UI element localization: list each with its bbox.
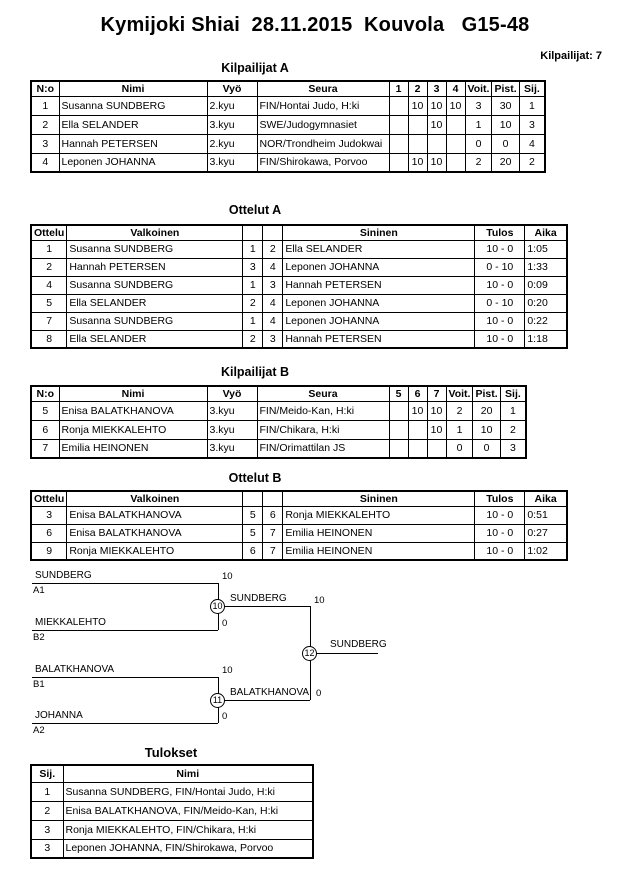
cell-slot xyxy=(389,96,408,115)
table-row xyxy=(31,153,545,172)
cell-match-no: 5 xyxy=(31,294,67,312)
table-row xyxy=(31,801,313,820)
cell-slot xyxy=(408,420,427,439)
cell-no: 3 xyxy=(31,134,59,153)
bracket-score: 10 xyxy=(314,595,325,606)
cell-match-no: 1 xyxy=(31,240,67,258)
header-row xyxy=(31,765,313,782)
cell-name: Susanna SUNDBERG xyxy=(59,96,207,115)
cell-blue-name: Leponen JOHANNA xyxy=(283,312,475,330)
cell-place: 2 xyxy=(500,420,526,439)
cell-white-name: Hannah PETERSEN xyxy=(67,258,243,276)
cell-place: 3 xyxy=(31,839,63,858)
cell-points: 20 xyxy=(473,401,500,420)
cell-points: 20 xyxy=(492,153,519,172)
results-heading: Tulokset xyxy=(144,745,198,760)
table-row xyxy=(31,839,313,858)
cell-place: 3 xyxy=(31,820,63,839)
cell-match-no: 3 xyxy=(31,506,67,524)
cell-name: Leponen JOHANNA, FIN/Shirokawa, Porvoo xyxy=(63,839,313,858)
col-header-points: Pist. xyxy=(473,386,500,401)
bracket-score: 10 xyxy=(222,571,233,582)
bracket-line xyxy=(32,630,218,631)
col-header-slot: 6 xyxy=(408,386,427,401)
cell-white-name: Ella SELANDER xyxy=(67,294,243,312)
cell-points: 0 xyxy=(492,134,519,153)
cell-white-no: 6 xyxy=(243,542,263,560)
cell-time: 0:20 xyxy=(525,294,567,312)
header-row xyxy=(31,81,545,96)
cell-result: 0 - 10 xyxy=(475,258,525,276)
bracket-seed: B2 xyxy=(33,632,45,643)
cell-blue-name: Ella SELANDER xyxy=(283,240,475,258)
col-header-slot: 2 xyxy=(408,81,427,96)
final-bracket xyxy=(0,569,630,741)
cell-no: 1 xyxy=(31,96,59,115)
cell-club: FIN/Orimattilan JS xyxy=(257,439,389,458)
bracket-seed: A1 xyxy=(33,585,45,596)
cell-place: 3 xyxy=(500,439,526,458)
cell-slot xyxy=(389,401,408,420)
col-header-place: Sij. xyxy=(31,765,63,782)
col-header-empty xyxy=(243,225,263,240)
col-header-club: Seura xyxy=(257,386,389,401)
cell-place: 1 xyxy=(500,401,526,420)
cell-time: 0:51 xyxy=(525,506,567,524)
cell-white-no: 2 xyxy=(243,294,263,312)
cell-slot: 10 xyxy=(427,96,446,115)
bracket-match-number: 12 xyxy=(302,646,317,661)
cell-white-name: Enisa BALATKHANOVA xyxy=(67,524,243,542)
col-header-blue: Sininen xyxy=(283,491,475,506)
col-header-white: Valkoinen xyxy=(67,225,243,240)
cell-blue-name: Hannah PETERSEN xyxy=(283,276,475,294)
cell-place: 1 xyxy=(31,782,63,801)
table-row xyxy=(31,258,567,276)
cell-match-no: 2 xyxy=(31,258,67,276)
col-header-empty xyxy=(243,491,263,506)
cell-name: Hannah PETERSEN xyxy=(59,134,207,153)
col-header-slot: 3 xyxy=(427,81,446,96)
cell-result: 10 - 0 xyxy=(475,312,525,330)
cell-time: 0:27 xyxy=(525,524,567,542)
cell-white-name: Ronja MIEKKALEHTO xyxy=(67,542,243,560)
cell-no: 5 xyxy=(31,401,59,420)
cell-place: 3 xyxy=(519,115,545,134)
cell-time: 1:33 xyxy=(525,258,567,276)
table-row xyxy=(31,312,567,330)
cell-slot xyxy=(446,115,465,134)
cell-slot xyxy=(389,134,408,153)
table-row xyxy=(31,542,567,560)
cell-belt: 2.kyu xyxy=(207,96,257,115)
cell-result: 10 - 0 xyxy=(475,240,525,258)
col-header-belt: Vyö xyxy=(207,81,257,96)
table-row xyxy=(31,294,567,312)
cell-slot xyxy=(408,115,427,134)
cell-wins: 1 xyxy=(446,420,473,439)
cell-time: 0:22 xyxy=(525,312,567,330)
cell-blue-no: 4 xyxy=(263,258,283,276)
cell-blue-no: 3 xyxy=(263,330,283,348)
cell-white-no: 3 xyxy=(243,258,263,276)
col-header-time: Aika xyxy=(525,491,567,506)
table-row xyxy=(31,524,567,542)
page-title: Kymijoki Shiai 28.11.2015 Kouvola G15-48 xyxy=(100,14,530,36)
cell-slot: 10 xyxy=(408,401,427,420)
pool-b-table xyxy=(30,385,527,459)
cell-name: Enisa BALATKHANOVA, FIN/Meido-Kan, H:ki xyxy=(63,801,313,820)
bracket-line xyxy=(218,700,310,701)
cell-club: FIN/Hontai Judo, H:ki xyxy=(257,96,389,115)
bracket-score: 10 xyxy=(222,665,233,676)
header-row xyxy=(31,491,567,506)
cell-place: 1 xyxy=(519,96,545,115)
col-header-result: Tulos xyxy=(475,491,525,506)
cell-points: 10 xyxy=(473,420,500,439)
col-header-name: Nimi xyxy=(59,81,207,96)
col-header-points: Pist. xyxy=(492,81,519,96)
cell-white-no: 2 xyxy=(243,330,263,348)
cell-blue-name: Leponen JOHANNA xyxy=(283,258,475,276)
cell-time: 1:05 xyxy=(525,240,567,258)
cell-no: 6 xyxy=(31,420,59,439)
table-row xyxy=(31,420,526,439)
cell-wins: 2 xyxy=(465,153,492,172)
cell-white-no: 5 xyxy=(243,524,263,542)
cell-blue-no: 7 xyxy=(263,524,283,542)
cell-white-name: Ella SELANDER xyxy=(67,330,243,348)
cell-belt: 3.kyu xyxy=(207,115,257,134)
cell-blue-name: Leponen JOHANNA xyxy=(283,294,475,312)
col-header-white: Valkoinen xyxy=(67,491,243,506)
cell-result: 10 - 0 xyxy=(475,524,525,542)
cell-match-no: 8 xyxy=(31,330,67,348)
cell-match-no: 4 xyxy=(31,276,67,294)
pool-a-table xyxy=(30,80,546,173)
cell-club: FIN/Meido-Kan, H:ki xyxy=(257,401,389,420)
cell-blue-no: 4 xyxy=(263,312,283,330)
cell-blue-no: 7 xyxy=(263,542,283,560)
col-header-belt: Vyö xyxy=(207,386,257,401)
cell-slot xyxy=(408,134,427,153)
cell-blue-no: 3 xyxy=(263,276,283,294)
cell-no: 7 xyxy=(31,439,59,458)
bracket-line xyxy=(32,723,218,724)
bracket-winner-name: SUNDBERG xyxy=(330,639,387,650)
cell-result: 10 - 0 xyxy=(475,330,525,348)
cell-blue-no: 2 xyxy=(263,240,283,258)
cell-slot xyxy=(389,420,408,439)
cell-belt: 3.kyu xyxy=(207,401,257,420)
bracket-seed: A2 xyxy=(33,725,45,736)
col-header-slot: 1 xyxy=(389,81,408,96)
cell-belt: 3.kyu xyxy=(207,420,257,439)
cell-wins: 0 xyxy=(446,439,473,458)
cell-club: SWE/Judogymnasiet xyxy=(257,115,389,134)
cell-white-name: Susanna SUNDBERG xyxy=(67,240,243,258)
table-row xyxy=(31,134,545,153)
col-header-slot: 7 xyxy=(427,386,446,401)
col-header-time: Aika xyxy=(525,225,567,240)
col-header-place: Sij. xyxy=(500,386,526,401)
cell-blue-name: Ronja MIEKKALEHTO xyxy=(283,506,475,524)
cell-white-name: Susanna SUNDBERG xyxy=(67,312,243,330)
col-header-result: Tulos xyxy=(475,225,525,240)
pool-b-heading: Kilpailijat B xyxy=(220,365,290,379)
table-row xyxy=(31,439,526,458)
cell-wins: 2 xyxy=(446,401,473,420)
table-row xyxy=(31,401,526,420)
table-row xyxy=(31,820,313,839)
col-header-empty xyxy=(263,225,283,240)
cell-club: NOR/Trondheim Judokwai xyxy=(257,134,389,153)
cell-name: Emilia HEINONEN xyxy=(59,439,207,458)
bracket-line xyxy=(218,606,310,607)
table-row xyxy=(31,782,313,801)
cell-blue-no: 4 xyxy=(263,294,283,312)
cell-result: 0 - 10 xyxy=(475,294,525,312)
cell-place: 2 xyxy=(519,153,545,172)
col-header-wins: Voit. xyxy=(446,386,473,401)
bracket-seed: B1 xyxy=(33,679,45,690)
col-header-place: Sij. xyxy=(519,81,545,96)
bracket-winner-name: SUNDBERG xyxy=(230,593,287,604)
cell-wins: 0 xyxy=(465,134,492,153)
cell-name: Ronja MIEKKALEHTO, FIN/Chikara, H:ki xyxy=(63,820,313,839)
col-header-match: Ottelu xyxy=(31,491,67,506)
header-row xyxy=(31,225,567,240)
cell-name: Susanna SUNDBERG, FIN/Hontai Judo, H:ki xyxy=(63,782,313,801)
cell-slot: 10 xyxy=(408,96,427,115)
cell-club: FIN/Shirokawa, Porvoo xyxy=(257,153,389,172)
cell-blue-name: Emilia HEINONEN xyxy=(283,524,475,542)
competitors-count-label: Kilpailijat: 7 xyxy=(540,50,602,62)
cell-blue-name: Hannah PETERSEN xyxy=(283,330,475,348)
table-row xyxy=(31,330,567,348)
matches-b-heading: Ottelut B xyxy=(228,471,282,485)
cell-slot xyxy=(408,439,427,458)
matches-a-table xyxy=(30,224,568,349)
bracket-match-number: 10 xyxy=(210,599,225,614)
cell-slot xyxy=(446,134,465,153)
cell-belt: 2.kyu xyxy=(207,134,257,153)
col-header-wins: Voit. xyxy=(465,81,492,96)
cell-slot: 10 xyxy=(427,420,446,439)
bracket-score: 0 xyxy=(222,618,228,629)
bracket-line xyxy=(32,583,218,584)
cell-result: 10 - 0 xyxy=(475,542,525,560)
cell-time: 1:02 xyxy=(525,542,567,560)
cell-slot xyxy=(427,439,446,458)
matches-b-table xyxy=(30,490,568,561)
cell-name: Enisa BALATKHANOVA xyxy=(59,401,207,420)
cell-white-no: 1 xyxy=(243,276,263,294)
bracket-score: 0 xyxy=(316,688,322,699)
cell-name: Ella SELANDER xyxy=(59,115,207,134)
bracket-match-number: 11 xyxy=(210,693,225,708)
cell-time: 0:09 xyxy=(525,276,567,294)
cell-result: 10 - 0 xyxy=(475,506,525,524)
cell-white-no: 1 xyxy=(243,312,263,330)
cell-slot: 10 xyxy=(427,153,446,172)
cell-name: Ronja MIEKKALEHTO xyxy=(59,420,207,439)
col-header-slot: 5 xyxy=(389,386,408,401)
cell-slot xyxy=(446,153,465,172)
bracket-winner-name: BALATKHANOVA xyxy=(230,687,310,698)
bracket-line xyxy=(32,677,218,678)
cell-slot xyxy=(389,115,408,134)
cell-points: 30 xyxy=(492,96,519,115)
cell-slot xyxy=(427,134,446,153)
col-header-name: Nimi xyxy=(59,386,207,401)
cell-slot: 10 xyxy=(427,115,446,134)
bracket-line xyxy=(310,653,378,654)
matches-a-heading: Ottelut A xyxy=(228,203,282,217)
table-row xyxy=(31,115,545,134)
cell-place: 2 xyxy=(31,801,63,820)
table-row xyxy=(31,276,567,294)
cell-belt: 3.kyu xyxy=(207,439,257,458)
col-header-club: Seura xyxy=(257,81,389,96)
cell-white-no: 5 xyxy=(243,506,263,524)
pool-a-heading: Kilpailijat A xyxy=(221,61,289,75)
cell-wins: 1 xyxy=(465,115,492,134)
bracket-entry-name: JOHANNA xyxy=(35,710,83,721)
col-header-no: N:o xyxy=(31,386,59,401)
cell-name: Leponen JOHANNA xyxy=(59,153,207,172)
table-row xyxy=(31,240,567,258)
cell-points: 0 xyxy=(473,439,500,458)
table-row xyxy=(31,506,567,524)
cell-slot xyxy=(389,439,408,458)
cell-white-name: Enisa BALATKHANOVA xyxy=(67,506,243,524)
cell-no: 2 xyxy=(31,115,59,134)
cell-blue-name: Emilia HEINONEN xyxy=(283,542,475,560)
cell-slot: 10 xyxy=(427,401,446,420)
bracket-entry-name: MIEKKALEHTO xyxy=(35,617,106,628)
cell-wins: 3 xyxy=(465,96,492,115)
cell-blue-no: 6 xyxy=(263,506,283,524)
table-row xyxy=(31,96,545,115)
col-header-empty xyxy=(263,491,283,506)
cell-result: 10 - 0 xyxy=(475,276,525,294)
bracket-entry-name: SUNDBERG xyxy=(35,570,92,581)
cell-time: 1:18 xyxy=(525,330,567,348)
cell-match-no: 9 xyxy=(31,542,67,560)
cell-no: 4 xyxy=(31,153,59,172)
bracket-score: 0 xyxy=(222,711,228,722)
cell-points: 10 xyxy=(492,115,519,134)
cell-slot: 10 xyxy=(408,153,427,172)
cell-match-no: 7 xyxy=(31,312,67,330)
header-row xyxy=(31,386,526,401)
cell-slot: 10 xyxy=(446,96,465,115)
cell-place: 4 xyxy=(519,134,545,153)
cell-match-no: 6 xyxy=(31,524,67,542)
col-header-name: Nimi xyxy=(63,765,313,782)
cell-belt: 3.kyu xyxy=(207,153,257,172)
bracket-entry-name: BALATKHANOVA xyxy=(35,664,115,675)
cell-club: FIN/Chikara, H:ki xyxy=(257,420,389,439)
results-table xyxy=(30,764,314,859)
col-header-slot: 4 xyxy=(446,81,465,96)
cell-slot xyxy=(389,153,408,172)
col-header-blue: Sininen xyxy=(283,225,475,240)
cell-white-no: 1 xyxy=(243,240,263,258)
col-header-no: N:o xyxy=(31,81,59,96)
cell-white-name: Susanna SUNDBERG xyxy=(67,276,243,294)
col-header-match: Ottelu xyxy=(31,225,67,240)
